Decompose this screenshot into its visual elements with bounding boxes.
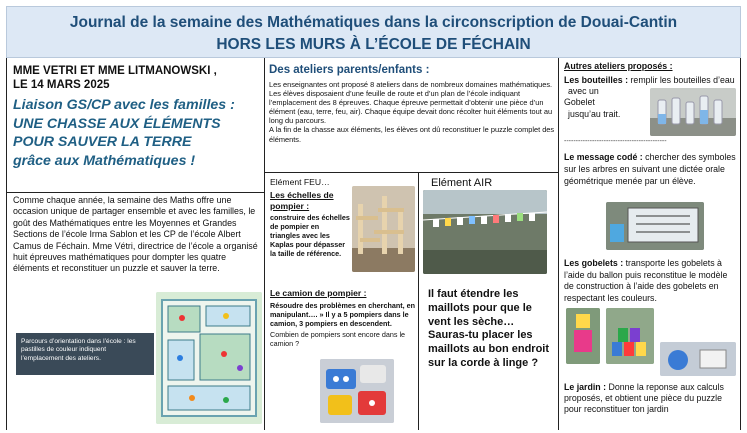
column-divider-2 <box>558 58 559 430</box>
newsletter-subtitle: HORS LES MURS À L’ÉCOLE DE FÉCHAIN <box>216 36 531 53</box>
code-text: chercher des symboles sur les arbres en suivant une dictée orale géométrique menée par un élève. <box>564 152 736 186</box>
bottles-text-1: remplir les bouteilles d’eau <box>630 75 735 85</box>
truck-title: Le camion de pompier : <box>270 288 367 298</box>
workshops-intro-2: Les élèves disposaient d’une feuille de route et d’un plan de l’école indiquant l’emplacement des 8 épreuves. Chaque épreuve permettait d’obtenir une pièce d’un élément (eau, terre, feu, air). Chaque équipe devait donc récolter huit éléments tout au long du parcours. <box>269 89 553 126</box>
other-workshops <box>564 61 740 72</box>
code-section <box>564 152 738 187</box>
fire-truck-photo <box>320 359 394 423</box>
truck-question: Combien de pompiers sont encore dans le camion ? <box>270 330 406 349</box>
workshops-intro-3: A la fin de la chasse aux éléments, les élèves ont dû reconstituer le puzzle complet des éléments. <box>269 125 555 144</box>
bottles-text-4: jusqu’au trait. <box>568 108 621 119</box>
newsletter-title: Journal de la semaine des Mathématiques dans la circonscription de Douai-Cantin <box>69 14 678 31</box>
ladders-title: Les échelles de pompier : <box>270 190 334 211</box>
code-title: Le message codé : <box>564 152 643 162</box>
fire-section <box>270 177 354 259</box>
map-caption: Parcours d’orientation dans l’école : les pastilles de couleur indiquent l’emplacement des ateliers. <box>16 333 154 375</box>
cups-title: Les gobelets : <box>564 258 624 268</box>
garden-text: Donne la reponse aux calculs proposés, et obtient une pièce du puzzle pour reconstituer ton jardin <box>564 382 724 415</box>
cups-photo-1 <box>566 308 600 364</box>
headline-line-4: grâce aux Mathématiques ! <box>13 152 196 169</box>
column-divider-1 <box>264 58 265 430</box>
air-text: Il faut étendre les maillots pour que le vent les sèche… Sauras-tu placer les maillots au bon endroit sur la corde à linge ? <box>428 288 550 369</box>
truck-section <box>270 288 416 349</box>
bottles-text-3: Gobelet <box>564 97 595 108</box>
coded-message-photo <box>606 202 704 250</box>
bottles-text-2: avec un <box>568 86 599 97</box>
article-headline <box>13 96 261 170</box>
left-divider <box>6 192 264 193</box>
article-body: Comme chaque année, la semaine des Maths offre une occasion unique de partager ensemble et avec les familles, le goût des Mathématiques entre les Moyennes et Grandes Sections de l’école Irma Sablon et les CP de l’école Albert Camus de Féchain. Mme Vétri, directrice de l’école a organisé huit épreuves mathématiques pour dompter les quatre éléments et reconstituer un puzzle et sauver la terre. <box>13 195 258 274</box>
truck-text: Résoudre des problèmes en cherchant, en manipulant…. » Il y a 5 pompiers dans le camion, 3 pompiers en descendent. <box>270 300 415 328</box>
middle-divider <box>264 172 558 173</box>
article-date: LE 14 MARS 2025 <box>13 79 110 91</box>
cups-text: transporte les gobelets à l’aide du ballon puis reconstitue le modèle de construction à l’aide des gobelets en respectant les couleurs. <box>564 258 728 303</box>
clothesline-photo <box>423 190 547 274</box>
garden-title: Le jardin : <box>564 382 607 392</box>
frame-left <box>6 58 7 430</box>
bottles-photo <box>650 88 736 136</box>
air-title: Elément AIR <box>431 177 493 189</box>
newsletter-header <box>6 6 741 58</box>
middle-subdivider <box>418 172 419 430</box>
frame-right <box>740 58 741 430</box>
authors-block <box>13 64 261 92</box>
cups-section <box>564 258 738 304</box>
kapla-ladders-photo <box>352 186 415 272</box>
fire-title: Elément FEU… <box>270 177 330 187</box>
cups-photo-3 <box>660 342 736 376</box>
garden-section <box>564 382 738 416</box>
other-workshops-title: Autres ateliers proposés : <box>564 61 673 71</box>
workshops-title: Des ateliers parents/enfants : <box>269 64 430 76</box>
workshops-intro <box>269 63 555 144</box>
headline-line-1: Liaison GS/CP avec les familles : <box>13 97 235 113</box>
workshops-intro-1: Les enseignantes ont proposé 8 ateliers dans de nombreux domaines mathématiques. <box>269 80 553 89</box>
ladders-text: construire des échelles de pompier en triangles avec les Kaplas pour dépasser la taille de référence. <box>270 213 350 258</box>
headline-line-2: UNE CHASSE AUX ÉLÉMENTS <box>13 115 221 132</box>
headline-line-3: POUR SAUVER LA TERRE <box>13 134 192 150</box>
bottles-title: Les bouteilles : <box>564 75 629 85</box>
cups-photo-2 <box>606 308 654 364</box>
dashed-separator: -------------------------------------------- <box>564 138 667 145</box>
school-map-photo <box>156 292 262 424</box>
authors: MME VETRI ET MME LITMANOWSKI , <box>13 65 217 77</box>
